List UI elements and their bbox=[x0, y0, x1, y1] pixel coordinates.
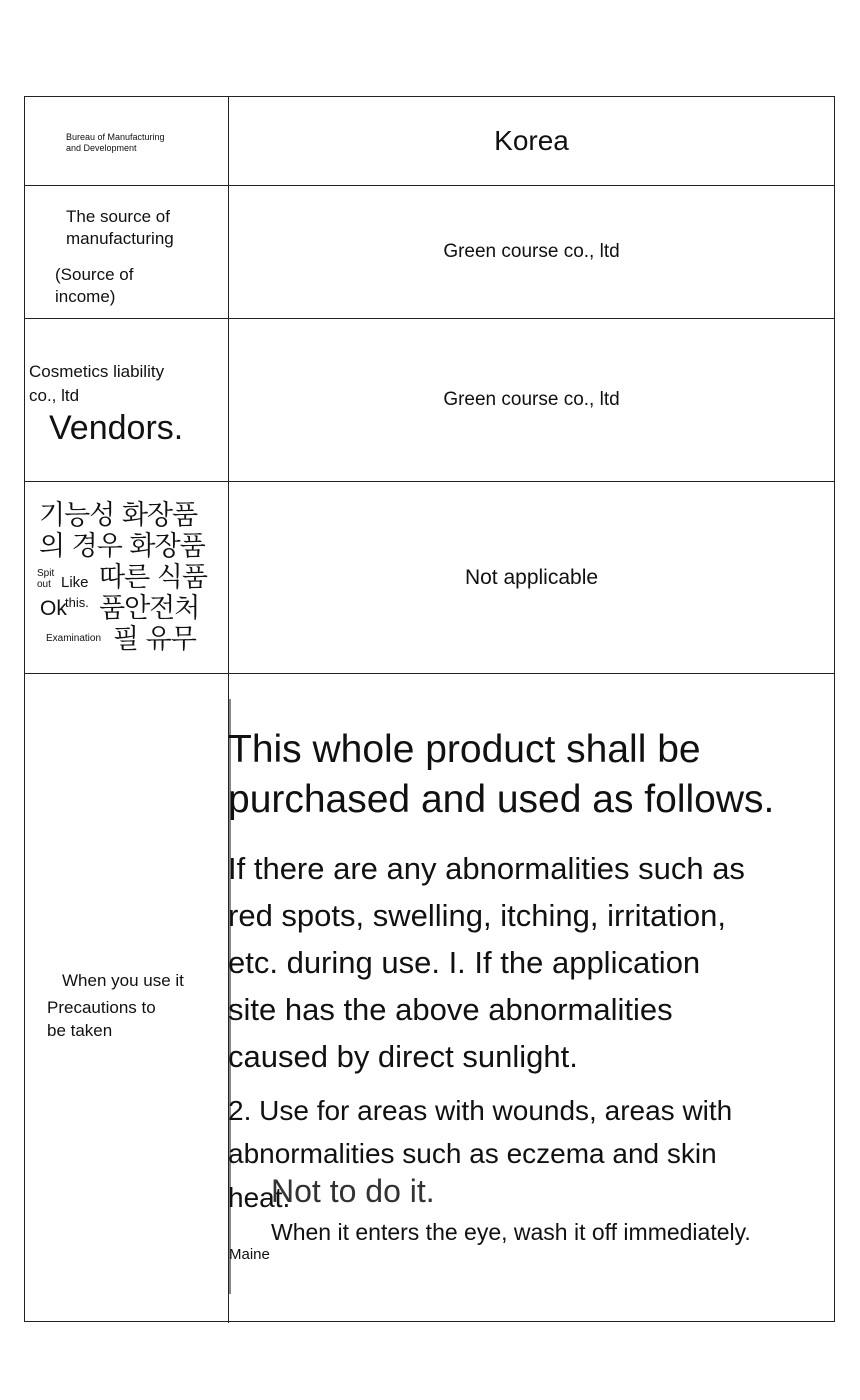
para1-line4: site has the above abnormalities bbox=[228, 992, 673, 1027]
overlay-ok: Ok bbox=[40, 597, 67, 620]
label-vendor-line3: Vendors. bbox=[49, 409, 184, 447]
overlay-this: this. bbox=[65, 595, 89, 610]
label-vendor-line2: co., ltd bbox=[29, 386, 80, 405]
value-not-applicable: Not applicable bbox=[464, 565, 599, 589]
para1-line3: etc. during use. I. If the application bbox=[228, 945, 701, 980]
row-precautions bbox=[25, 674, 834, 1323]
info-table bbox=[24, 96, 835, 1322]
row-manufacturing-country bbox=[25, 97, 834, 186]
overlay-eye-warning: When it enters the eye, wash it off immediately. bbox=[271, 1219, 751, 1245]
label-korean-line2: 의 경우 화장품 bbox=[39, 531, 205, 562]
row-functional-cosmetics bbox=[25, 482, 834, 674]
precautions-heading-line1: This whole product shall be bbox=[228, 728, 701, 771]
label-precautions-line2: Precautions to bbox=[47, 998, 156, 1017]
para2-line1: 2. Use for areas with wounds, areas with bbox=[228, 1095, 733, 1126]
overlay-not-to-do: Not to do it. bbox=[271, 1173, 435, 1209]
overlay-out: out bbox=[37, 579, 51, 590]
label-bureau-line1: Bureau of Manufacturing bbox=[66, 132, 165, 142]
para1-line2: red spots, swelling, itching, irritation, bbox=[228, 898, 726, 933]
label-precautions-line3: be taken bbox=[47, 1021, 113, 1040]
label-korean-line4: 품안전처 bbox=[99, 593, 200, 624]
para1-line1: If there are any abnormalities such as bbox=[228, 851, 745, 886]
label-korean-line1: 기능성 화장품 bbox=[39, 500, 198, 531]
para2-line3: heat. bbox=[228, 1182, 291, 1213]
label-source-line2: manufacturing bbox=[66, 229, 174, 248]
overlay-spit: Spit bbox=[37, 568, 55, 579]
label-vendor-line1: Cosmetics liability bbox=[29, 362, 165, 381]
value-manufacturer: Green course co., ltd bbox=[443, 241, 620, 262]
overlay-like: Like bbox=[61, 574, 89, 591]
overlay-examination: Examination bbox=[46, 633, 102, 644]
label-source-line1: The source of bbox=[66, 207, 170, 226]
footnote-maine: Maine bbox=[229, 1246, 270, 1263]
label-source-line3: (Source of bbox=[55, 265, 134, 284]
precautions-heading-line2: purchased and used as follows. bbox=[228, 778, 775, 821]
row-manufacturer bbox=[25, 186, 834, 319]
label-korean-line5: 필 유무 bbox=[113, 624, 196, 655]
para2-line2: abnormalities such as eczema and skin bbox=[228, 1138, 717, 1169]
row-vendor bbox=[25, 319, 834, 482]
label-source-line4: income) bbox=[55, 287, 116, 306]
label-korean-line3: 따른 식품 bbox=[99, 562, 207, 593]
label-bureau-line2: and Development bbox=[66, 143, 137, 153]
value-vendor: Green course co., ltd bbox=[443, 389, 620, 410]
para1-line5: caused by direct sunlight. bbox=[228, 1039, 578, 1074]
value-country: Korea bbox=[494, 125, 569, 156]
label-precautions-line1: When you use it bbox=[62, 971, 184, 990]
